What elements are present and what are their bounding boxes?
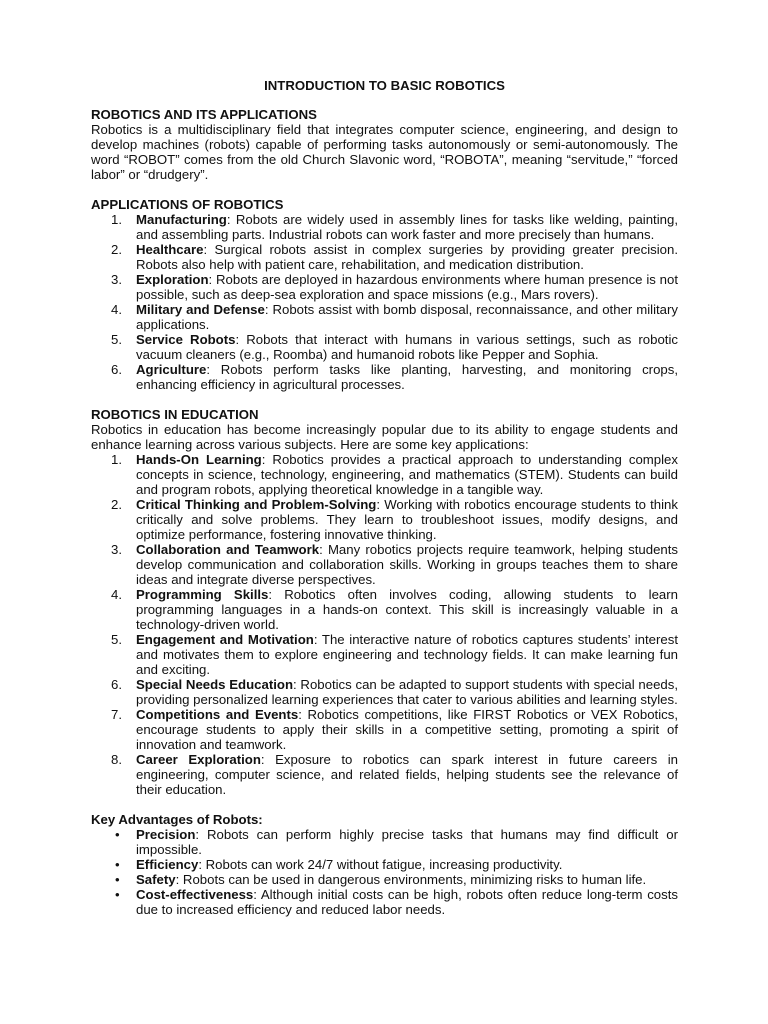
- list-number: 2.: [111, 497, 122, 512]
- list-item: [91, 752, 678, 797]
- list-item: [91, 362, 678, 392]
- list-number: 6.: [111, 677, 122, 692]
- section-heading-education: ROBOTICS IN EDUCATION: [91, 407, 259, 422]
- list-term: Hands-On Learning: [136, 452, 262, 467]
- list-item: [91, 707, 678, 752]
- education-intro: Robotics in education has become increasingly popular due to its ability to engage students and enhance learning across various subjects. Here are some key applications:: [91, 422, 678, 452]
- document-title: INTRODUCTION TO BASIC ROBOTICS: [264, 78, 505, 93]
- list-item: [91, 857, 678, 872]
- list-term: Exploration: [136, 272, 209, 287]
- list-item: [91, 302, 678, 332]
- intro-paragraph: Robotics is a multidisciplinary field that integrates computer science, engineering, and design to develop machines (robots) capable of performing tasks autonomously or semi-autonomously. The word “ROBOT” comes from the old Church Slavonic word, “ROBOTA”, meaning “servitude,” “forced labor” or “drudgery”.: [91, 122, 678, 182]
- section-heading-advantages: Key Advantages of Robots:: [91, 812, 263, 827]
- list-term: Special Needs Education: [136, 677, 294, 692]
- list-text: : Robots can perform highly precise tasks that humans may find difficult or impossible.: [136, 827, 678, 857]
- list-term: Efficiency: [136, 857, 199, 872]
- list-term: Competitions and Events: [136, 707, 299, 722]
- list-item: [91, 632, 678, 677]
- list-number: 4.: [111, 587, 122, 602]
- list-item: [91, 272, 678, 302]
- list-text: : Working with robotics encourage students to think critically and solve problems. They learn to troubleshoot issues, modify designs, and optimize performance, fostering innovative thinking.: [136, 497, 678, 542]
- list-number: 5.: [111, 332, 122, 347]
- list-item: [91, 542, 678, 587]
- list-text: : The interactive nature of robotics captures students’ interest and motivates them to explore engineering and technology fields. It can make learning fun and exciting.: [136, 632, 679, 677]
- list-term: Healthcare: [136, 242, 204, 257]
- list-term: Critical Thinking and Problem-Solving: [136, 497, 377, 512]
- list-text: : Robotics competitions, like FIRST Robotics or VEX Robotics, encourage students to apply their skills in a competitive setting, promoting a spirit of innovation and teamwork.: [136, 707, 678, 752]
- bullet-icon: •: [115, 872, 120, 887]
- list-term: Career Exploration: [136, 752, 261, 767]
- section-heading-applications-intro: ROBOTICS AND ITS APPLICATIONS: [91, 107, 317, 122]
- bullet-icon: •: [115, 827, 120, 842]
- list-item: [91, 332, 678, 362]
- list-item: [91, 872, 678, 887]
- list-number: 1.: [111, 452, 122, 467]
- list-number: 1.: [111, 212, 122, 227]
- advantages-list: [91, 827, 678, 917]
- list-text: : Robots that interact with humans in various settings, such as robotic vacuum cleaners (e.g., Roomba) and humanoid robots like Pepper and Sophia.: [136, 332, 678, 362]
- list-term: Collaboration and Teamwork: [136, 542, 320, 557]
- list-number: 4.: [111, 302, 122, 317]
- list-text: : Robots assist with bomb disposal, reconnaissance, and other military applications.: [136, 302, 678, 332]
- list-text: : Robots can work 24/7 without fatigue, increasing productivity.: [198, 857, 563, 872]
- list-number: 3.: [111, 272, 122, 287]
- list-text: : Although initial costs can be high, robots often reduce long-term costs due to increased efficiency and reduced labor needs.: [136, 887, 678, 917]
- list-item: [91, 212, 678, 242]
- list-term: Programming Skills: [136, 587, 269, 602]
- list-number: 7.: [111, 707, 122, 722]
- list-term: Service Robots: [136, 332, 236, 347]
- list-text: : Robotics can be adapted to support students with special needs, providing personalized learning experiences that cater to various abilities and learning styles.: [136, 677, 678, 707]
- list-term: Cost-effectiveness: [136, 887, 254, 902]
- list-item: [91, 452, 678, 497]
- document-page: [91, 78, 678, 917]
- list-number: 2.: [111, 242, 122, 257]
- list-term: Safety: [136, 872, 176, 887]
- list-item: [91, 587, 678, 632]
- list-term: Precision: [136, 827, 196, 842]
- list-text: : Many robotics projects require teamwork, helping students develop communication and collaboration skills. Working in groups teaches them to share ideas and integrate diverse perspectives.: [136, 542, 678, 587]
- list-text: : Surgical robots assist in complex surgeries by providing greater precision. Robots also help with patient care, rehabilitation, and medication distribution.: [136, 242, 678, 272]
- list-item: [91, 497, 678, 542]
- list-item: [91, 677, 678, 707]
- list-text: : Robotics provides a practical approach to understanding complex concepts in science, technology, engineering, and mathematics (STEM). Students can build and program robots, applying theoretical knowledge in a tangible way.: [136, 452, 678, 497]
- list-text: : Exposure to robotics can spark interest in future careers in engineering, computer science, and related fields, helping students see the relevance of their education.: [136, 752, 678, 797]
- list-item: [91, 887, 678, 917]
- list-item: [91, 242, 678, 272]
- applications-list: [91, 212, 678, 392]
- list-term: Military and Defense: [136, 302, 265, 317]
- list-term: Manufacturing: [136, 212, 227, 227]
- list-number: 8.: [111, 752, 122, 767]
- list-text: : Robots are deployed in hazardous environments where human presence is not possible, such as deep-sea exploration and space missions (e.g., Mars rovers).: [136, 272, 678, 302]
- list-term: Agriculture: [136, 362, 207, 377]
- bullet-icon: •: [115, 887, 120, 902]
- list-text: : Robots are widely used in assembly lines for tasks like welding, painting, and assembling parts. Industrial robots can work faster and more precisely than humans.: [136, 212, 678, 242]
- list-text: : Robots can be used in dangerous environments, minimizing risks to human life.: [175, 872, 647, 887]
- list-text: : Robots perform tasks like planting, harvesting, and monitoring crops, enhancing efficiency in agricultural processes.: [136, 362, 678, 392]
- list-number: 3.: [111, 542, 122, 557]
- list-item: [91, 827, 678, 857]
- list-term: Engagement and Motivation: [136, 632, 314, 647]
- list-number: 5.: [111, 632, 122, 647]
- bullet-icon: •: [115, 857, 120, 872]
- list-text: : Robotics often involves coding, allowing students to learn programming languages in a hands-on context. This skill is increasingly valuable in a technology-driven world.: [136, 587, 678, 632]
- education-list: [91, 452, 678, 797]
- section-heading-applications: APPLICATIONS OF ROBOTICS: [91, 197, 284, 212]
- list-number: 6.: [111, 362, 122, 377]
